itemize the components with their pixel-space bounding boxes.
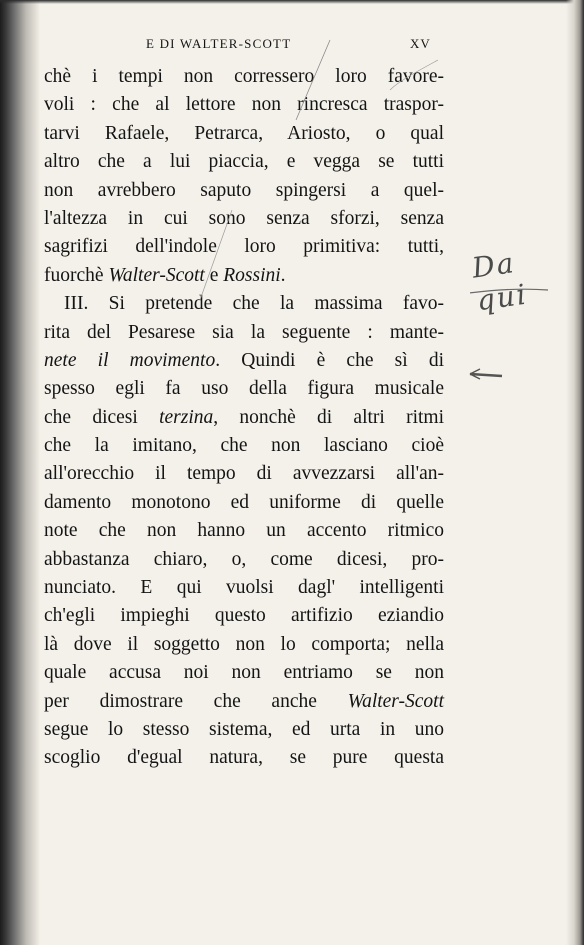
text-line: chè i tempi non corressero loro favore-: [44, 66, 444, 87]
text-line: voli : che al lettore non rincresca traspor-: [44, 94, 444, 116]
italic-phrase: nete il movimento: [44, 349, 216, 371]
text-line: tarvi Rafaele, Petrarca, Ariosto, o qual: [44, 122, 444, 144]
text-line: segue lo stesso sistema, ed urta in uno: [44, 718, 444, 740]
margin-note-text: Da qui: [470, 245, 530, 318]
text-run: .: [280, 264, 286, 286]
text-run: . Quindi è che sì di: [215, 349, 444, 371]
italic-name: Rossini: [223, 264, 281, 286]
text-run: fuorchè: [44, 264, 109, 286]
text-line: damento monotono ed uniforme di quelle: [44, 491, 444, 513]
running-title: E DI WALTER-SCOTT: [146, 36, 292, 51]
text-run: e: [204, 264, 224, 286]
text-line: non avrebbero saputo spingersi a quel-: [44, 179, 444, 201]
text-run: che dicesi: [44, 406, 160, 428]
text-line: note che non hanno un accento ritmico: [44, 520, 444, 542]
text-line: spesso egli fa uso della figura musicale: [44, 378, 444, 400]
text-line: nunciato. E qui vuolsi dagl' intelligenti: [44, 577, 444, 599]
text-line: là dove il soggetto non lo comporta; nella: [44, 633, 444, 655]
text-line: l'altezza in cui sono senza sforzi, senza: [44, 207, 444, 229]
text-line: abbastanza chiaro, o, come dicesi, pro-: [44, 548, 444, 570]
text-line: all'orecchio il tempo di avvezzarsi all'an-: [44, 463, 444, 485]
italic-name: Walter-Scott: [108, 264, 205, 286]
text-run: , nonchè di altri ritmi: [213, 406, 445, 428]
text-line: III. Si pretende che la massima favo-: [64, 293, 444, 315]
page-number: XV: [410, 36, 431, 51]
italic-term: terzina: [159, 406, 214, 428]
text-line: sagrifizi dell'indole loro primitiva: tutti,: [44, 236, 444, 258]
italic-name: Walter-Scott: [347, 690, 444, 712]
text-line: quale accusa noi non entriamo se non: [44, 662, 444, 684]
text-run: rita del Pesarese sia la seguente : mante-: [44, 321, 444, 343]
text-line: che la imitano, che non lasciano cioè: [44, 435, 444, 457]
text-line: altro che a lui piaccia, e vegga se tutti: [44, 151, 444, 173]
text-run: per dimostrare che anche: [44, 690, 348, 712]
text-line: scoglio d'egual natura, se pure questa: [44, 747, 444, 769]
text-line: ch'egli impieghi questo artifizio eziandio: [44, 605, 444, 627]
